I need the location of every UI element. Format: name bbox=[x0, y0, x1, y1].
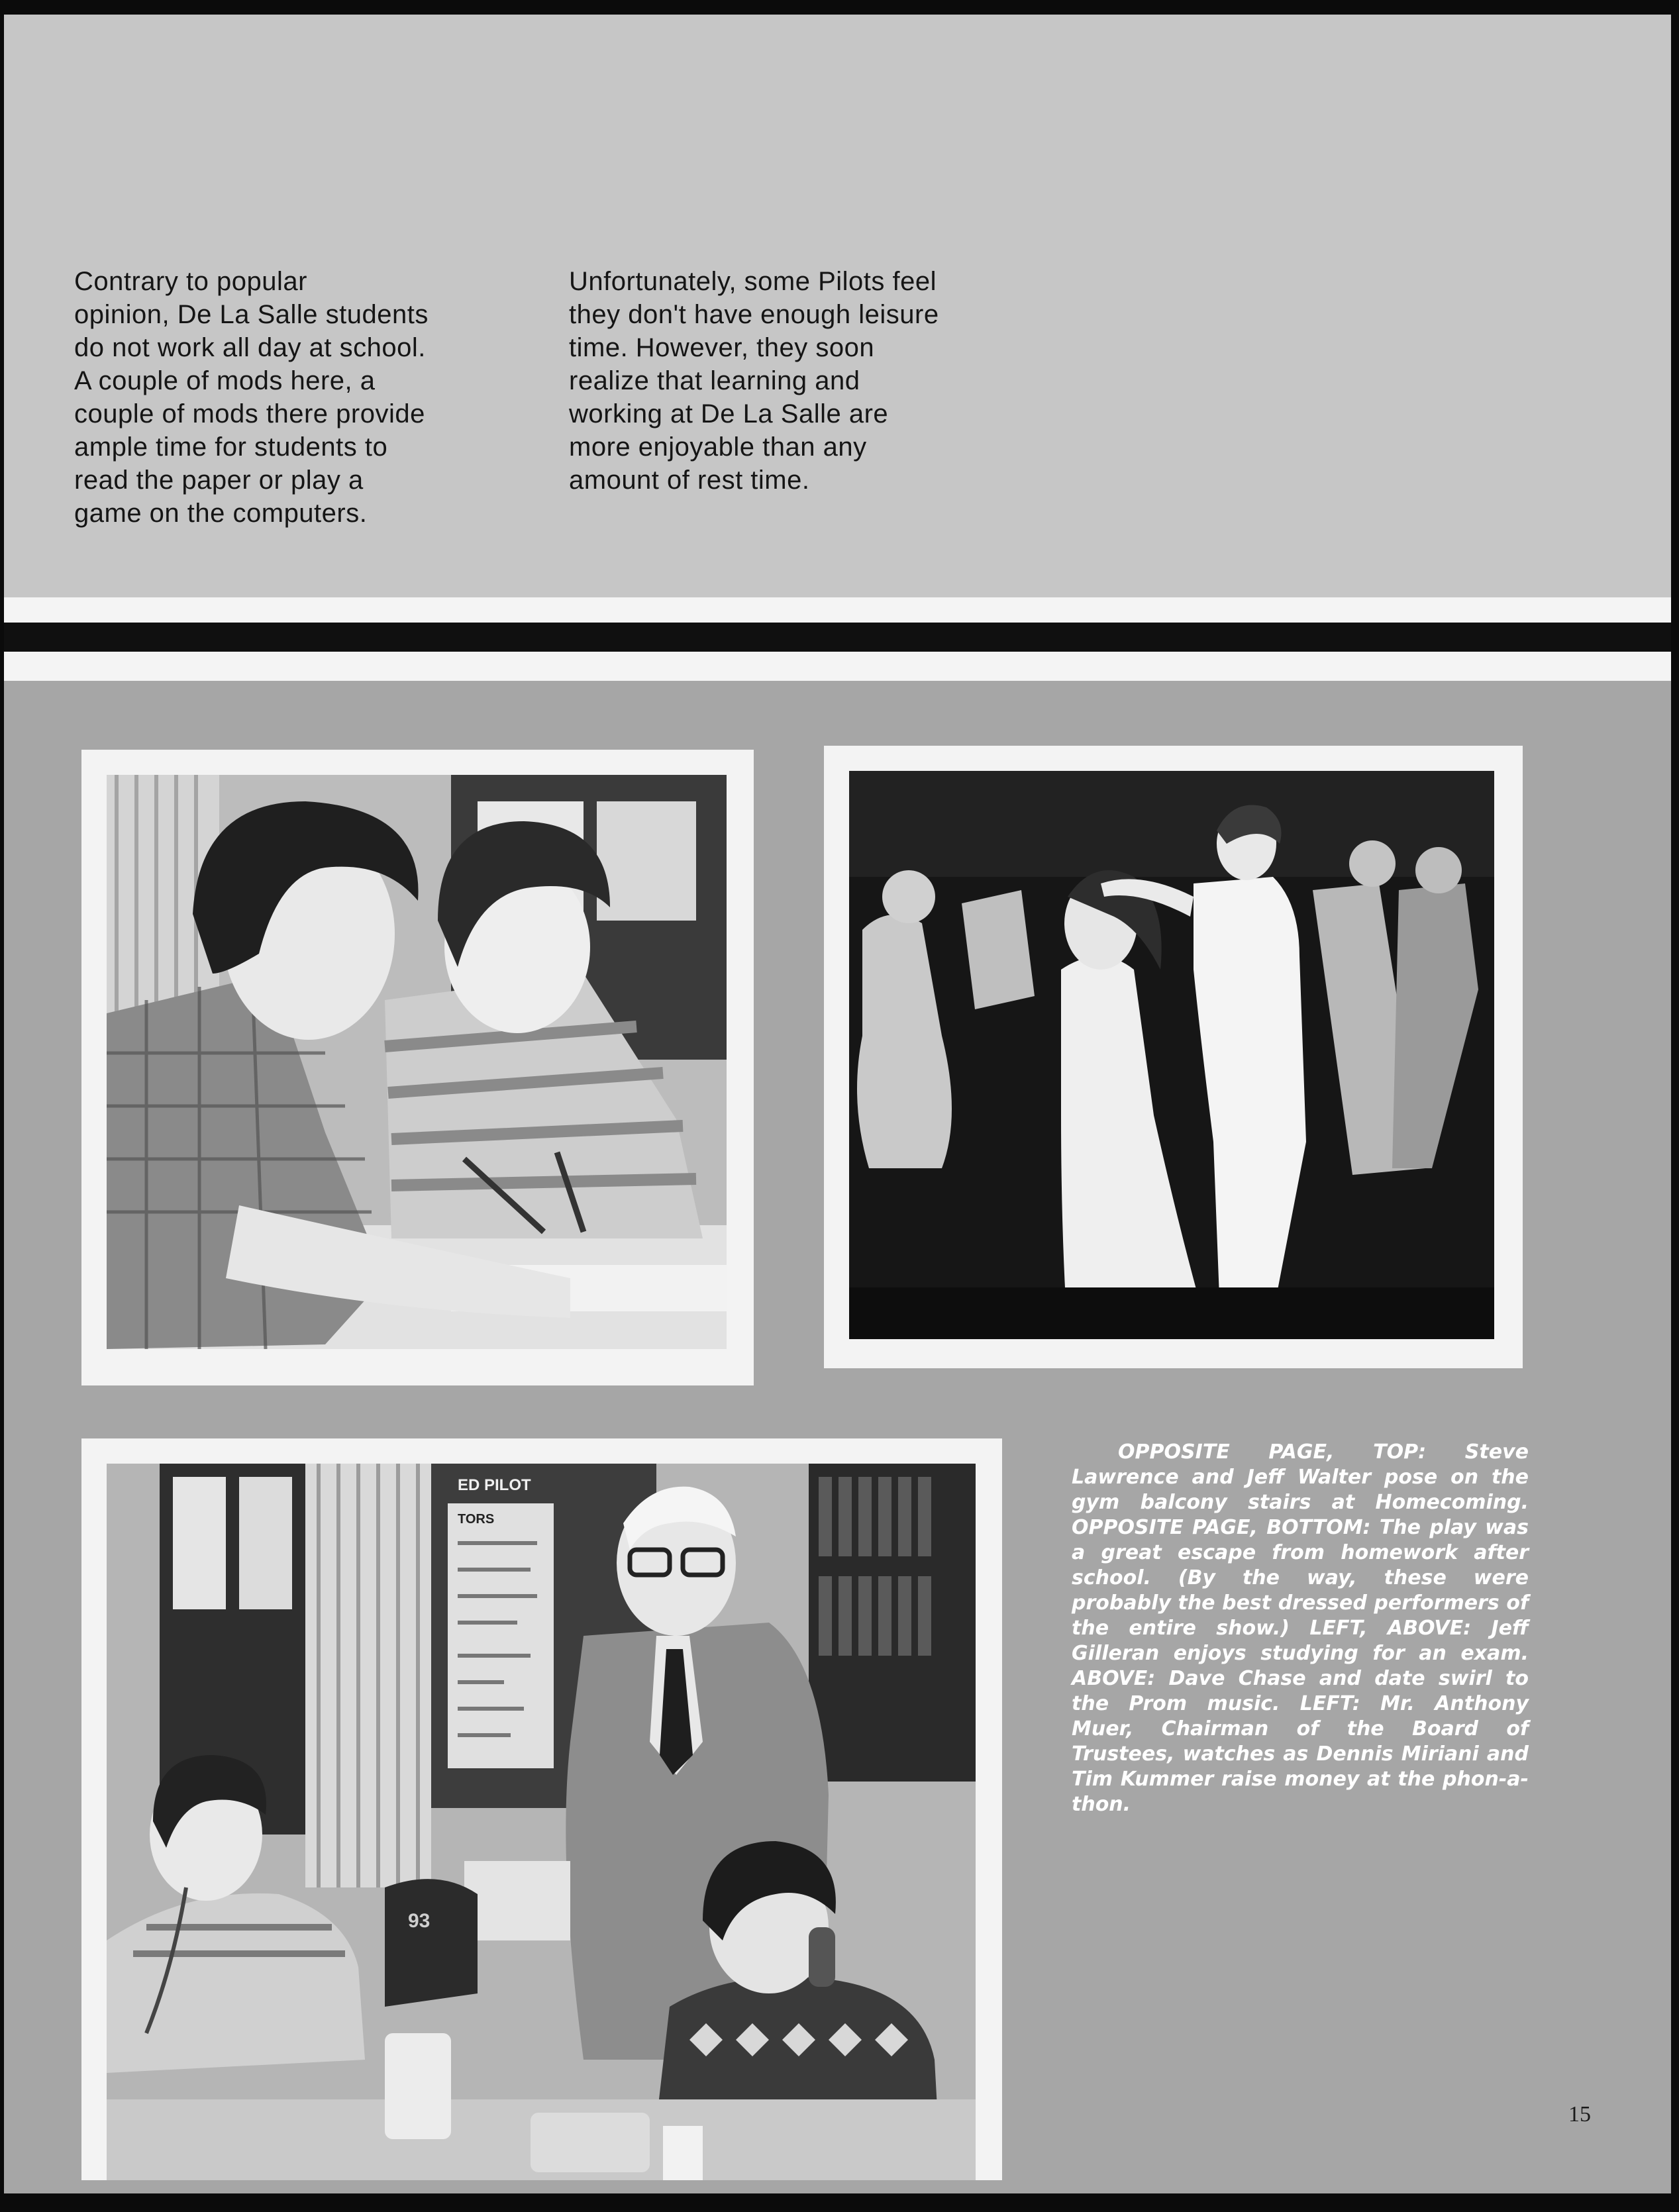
jersey-number-text: 93 bbox=[408, 1910, 431, 1932]
photo-caption: OPPOSITE PAGE, TOP: Steve Lawrence and Jeff Walter pose on the gym balcony stairs at Homecoming. OPPOSITE PAGE, BOTTOM: The play was a great escape from homework after school. (By the way, these were probably the best dressed performers of the entire show.) LEFT, ABOVE: Jeff Gilleran enjoys studying for an exam. ABOVE: Dave Chase and date swirl to the Prom music. LEFT: Mr. Anthony Muer, Chairman of the Board of Trustees, watches as Dennis Miriani and Tim Kummer raise money at the phon-a-thon. bbox=[1072, 1440, 1529, 1816]
intro-panel bbox=[4, 15, 1671, 597]
divider-band-bottom bbox=[4, 652, 1671, 681]
photo-frame-studying bbox=[81, 750, 754, 1385]
photo-frame-prom bbox=[824, 746, 1523, 1368]
intro-column-2: Unfortunately, some Pilots feel they don't have enough leisure time. However, they soon realize that learning and working at De La Salle are more enjoyable than any amount of rest time. bbox=[569, 267, 939, 495]
divider-band-top bbox=[4, 597, 1671, 623]
prom-photo-icon bbox=[849, 771, 1494, 1339]
intro-column-1: Contrary to popular opinion, De La Salle students do not work all day at school. A couple of mods here, a couple of mods there provide ample time for students to read the paper or play a game on the computers. bbox=[74, 267, 429, 528]
page-number: 15 bbox=[1568, 2102, 1591, 2127]
yearbook-page bbox=[4, 15, 1671, 2193]
poster-subheading-text: TORS bbox=[458, 1512, 495, 1527]
photo-prom-dancers bbox=[849, 771, 1494, 1339]
divider-band-middle bbox=[4, 623, 1671, 652]
photo-frame-phonathon bbox=[81, 1438, 1002, 2180]
photo-two-students-studying bbox=[107, 775, 727, 1349]
phonathon-photo-icon bbox=[107, 1464, 976, 2180]
studying-photo-icon bbox=[107, 775, 727, 1349]
poster-heading-text: ED PILOT bbox=[458, 1476, 531, 1494]
photo-phonathon bbox=[107, 1464, 976, 2180]
